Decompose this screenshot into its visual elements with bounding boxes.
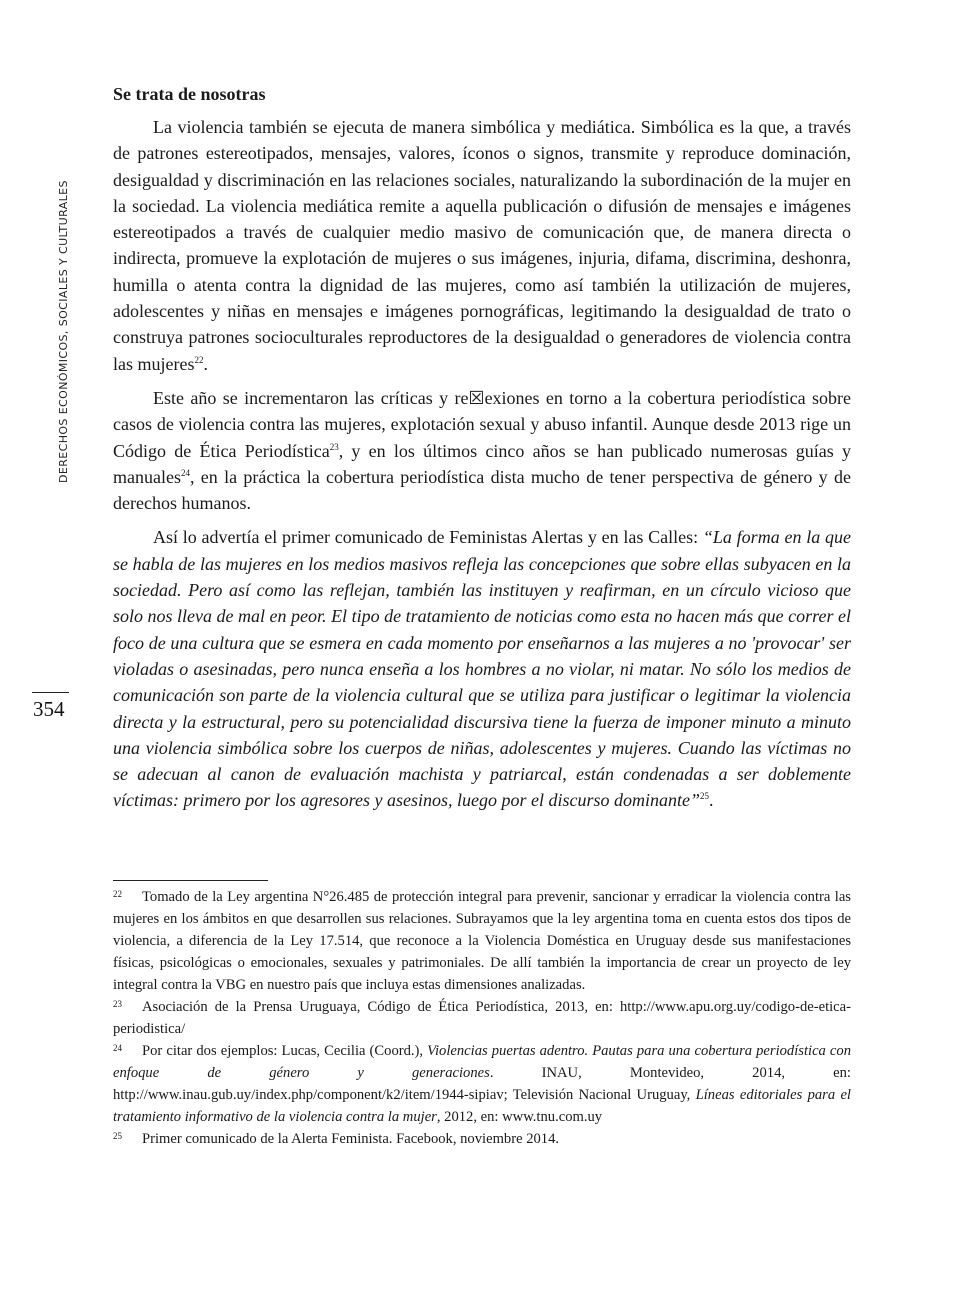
section-title: Se trata de nosotras [113,84,266,104]
footnote-ref-22: 22 [194,354,204,365]
paragraph-end: . [203,353,208,374]
footnote-23 [113,996,851,1040]
paragraph-media-coverage [113,385,851,516]
footnote-text: Por citar dos ejemplos: Lucas, Cecilia (Coord.), [142,1043,428,1059]
footnote-title-italic: Violencias puertas adentro. Pautas para una cobertura periodística con enfoque de género y generaciones [113,1043,852,1081]
footnote-text: Asociación de la Prensa Uruguaya, Código de Ética Periodística, 2013, en: http://www.apu.org.uy/codigo-de-etica-periodistica/ [113,999,851,1037]
footnote-text: Primer comunicado de la Alerta Feminista. Facebook, noviembre 2014. [142,1131,560,1147]
footnote-number: 25 [113,1131,122,1141]
page-number: 354 [33,697,65,721]
main-content [113,80,851,822]
paragraph-feminist-statement [113,524,851,813]
page-number-rule [32,692,69,693]
footnote-ref-23: 23 [329,441,339,452]
footnote-number: 23 [113,999,122,1009]
footnote-number: 22 [113,889,122,899]
footnote-text: . INAU, Montevideo, 2014, en: http://www.inau.gub.uy/index.php/component/k2/item/1944-sipiav; Televisión Nacional Uruguay, [113,1065,851,1103]
footnote-text: , 2012, en: www.tnu.com.uy [436,1109,603,1125]
footnote-ref-25: 25 [699,791,709,802]
footnote-25 [113,1128,851,1150]
paragraph-text: , y en los últimos cinco años se han publicado numerosas guías y manuales [113,440,852,487]
footnote-text: Tomado de la Ley argentina N°26.485 de protección integral para prevenir, sancionar y erradicar la violencia contra las mujeres en los ámbitos en que desarrollen sus relaciones. Subrayamos que la ley argentina toma en cuenta estos dos tipos de violencia, a diferencia de la Ley 17.514, que reconoce a la Violencia Doméstica en Uruguay desde sus manifestaciones físicas, psicológicas o emocionales, sexuales y patrimoniales. De allí también la importancia de crear un proyecto de ley integral contra la VBG en nuestro país que incluya estas dimensiones analizadas. [113,889,851,993]
paragraph-end: . [708,790,714,811]
footnote-number: 24 [113,1043,122,1053]
footnote-title-italic: Líneas editoriales para el tratamiento informativo de la violencia contra la mujer [113,1087,851,1125]
footnote-separator [113,880,268,881]
footnote-ref-24: 24 [180,467,190,478]
footnote-24 [113,1040,851,1128]
paragraph-text: La violencia también se ejecuta de manera simbólica y mediática. Simbólica es la que, a través de patrones estereotipados, mensajes, valores, íconos o signos, transmite y reproduce dominación, desigualdad y discriminación en las relaciones sociales, naturalizando la subordinación de la mujer en la sociedad. La violencia mediática remite a aquella publicación o difusión de mensajes e imágenes estereotipados a través de cualquier medio masivo de comunicación que, de manera directa o indirecta, promueve la explotación de mujeres o sus imágenes, injuria, difama, discrimina, deshonra, humilla o atenta contra la dignidad de las mujeres, como así también la utilización de mujeres, adolescentes y niñas en mensajes e imágenes pornográficas, legitimando la desigualdad de trato o construya patrones socioculturales reproductores de la desigualdad o generadores de violencia contra las mujeres [113,117,851,374]
running-head: DERECHOS ECONÓMICOS, SOCIALES Y CULTURALES [57,180,70,483]
footnote-22 [113,886,851,996]
footnotes [113,886,851,1150]
paragraph-text: , en la práctica la cobertura periodística dista mucho de tener perspectiva de género y de derechos humanos. [113,466,851,514]
paragraph-lead: Así lo advertía el primer comunicado de Feministas Alertas y en las Calles: [153,527,703,548]
quoted-statement: “La forma en la que se habla de las mujeres en los medios masivos refleja las concepciones que sobre ellas subyacen en la sociedad. Pero así como las reflejan, también las instituyen y reafirman, en un círculo vicioso que solo nos lleva de mal en peor. El tipo de tratamiento de noticias como esta no hacen más que correr el foco de una cultura que se esmera en cada momento por enseñarnos a las mujeres a no 'provocar' ser violadas o asesinadas, pero nunca enseña a los hombres a no violar, ni matar. No sólo los medios de comunicación son parte de la violencia cultural que se utiliza para justificar o legitimar la violencia directa y la estructural, pero su potencialidad discursiva tiene la fuerza de imponer minuto a minuto una violencia simbólica sobre los cuerpos de niñas, adolescentes y mujeres. Cuando las víctimas no se adecuan al canon de evaluación machista y patriarcal, están condenadas a ser doblemente víctimas: primero por los agresores y asesinos, luego por el discurso dominante” [113,527,851,811]
paragraph-symbolic-violence [113,114,851,377]
paragraph-text: Este año se incrementaron las críticas y re☒exiones en torno a la cobertura periodística sobre casos de violencia contra las mujeres, explotación sexual y abuso infantil. Aunque desde 2013 rige un Código de Ética Periodística [113,387,851,461]
